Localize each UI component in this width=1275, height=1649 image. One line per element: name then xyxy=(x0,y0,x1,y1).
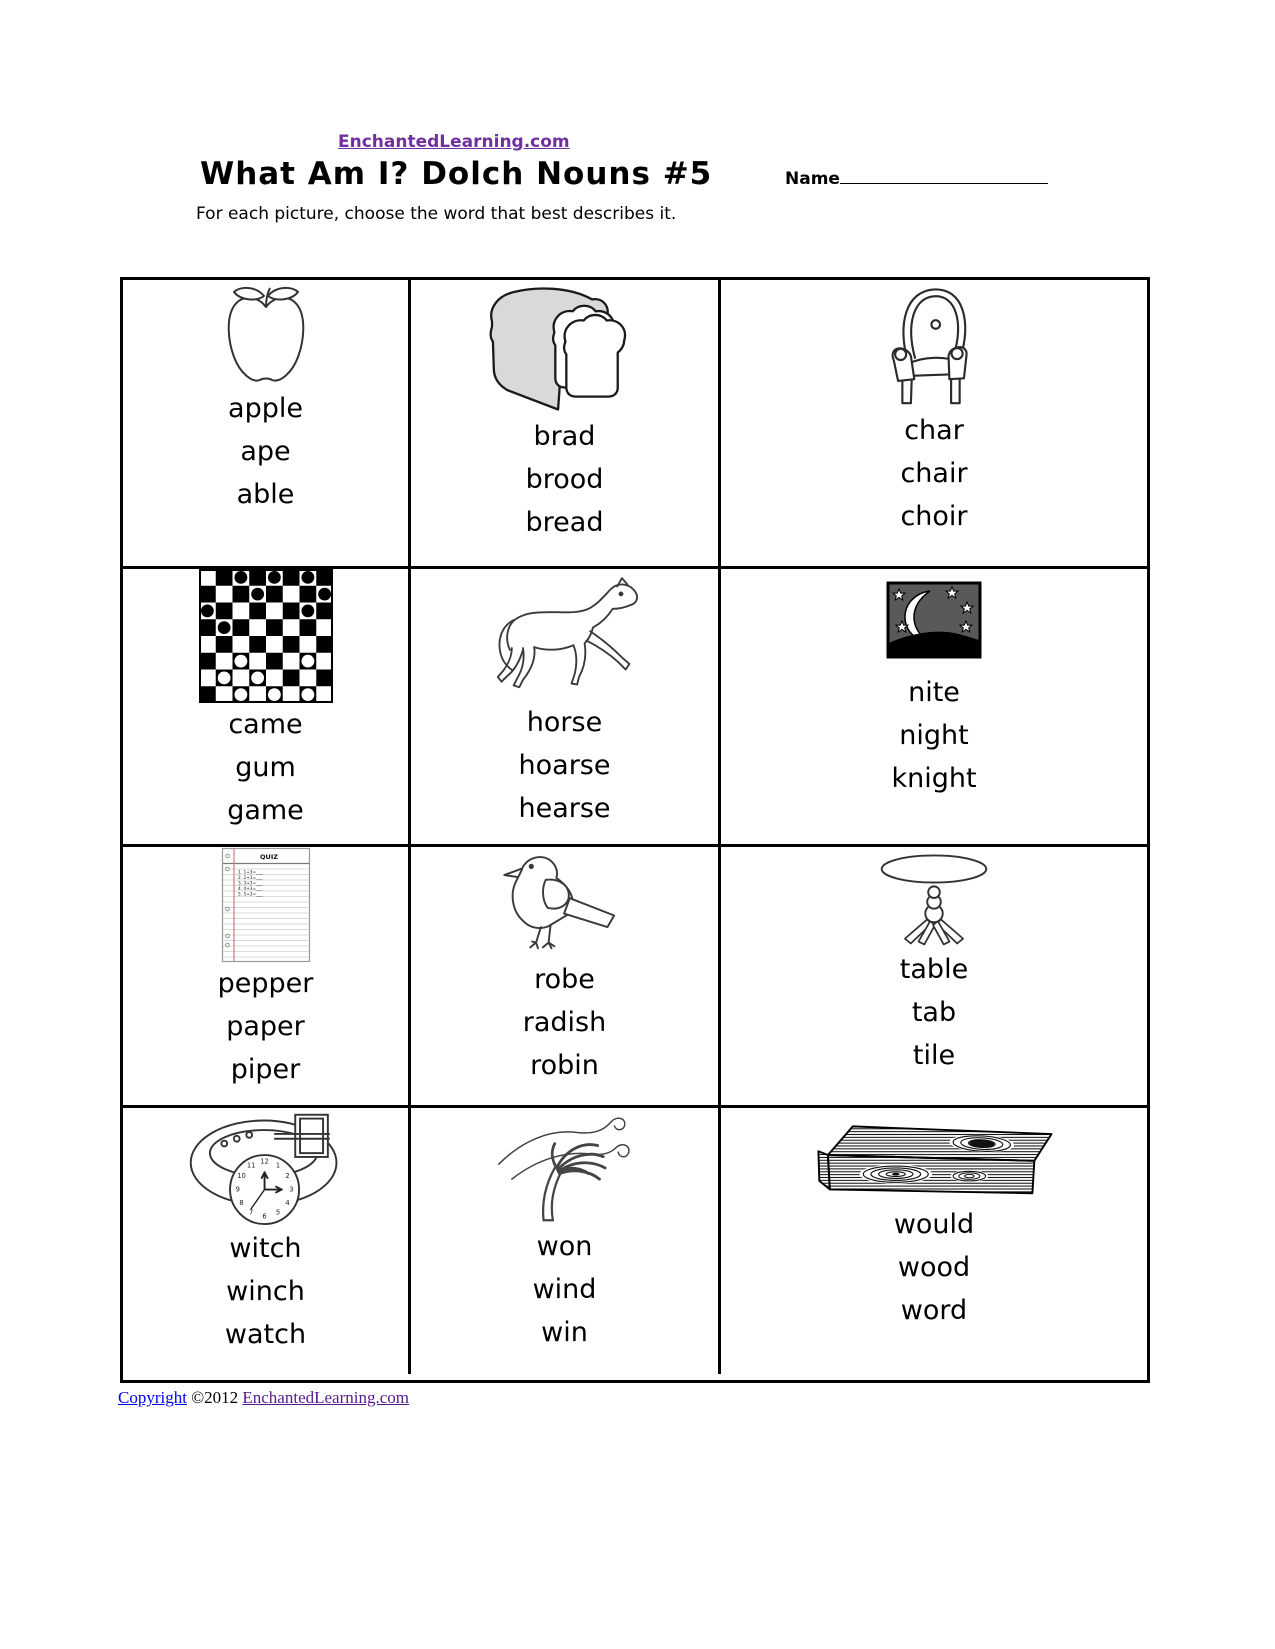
robin-bird-icon xyxy=(492,850,638,956)
apple-icon xyxy=(222,283,310,385)
page-title: What Am I? Dolch Nouns #5 xyxy=(200,156,713,192)
wristwatch-icon xyxy=(182,1109,350,1226)
cell-wind xyxy=(411,1108,721,1374)
word-choice[interactable]: watch xyxy=(224,1319,307,1350)
cell-wood xyxy=(721,1108,1147,1374)
clock-number: 11 xyxy=(246,1161,255,1170)
name-field xyxy=(785,166,1048,189)
word-choice[interactable]: wind xyxy=(532,1274,597,1305)
clock-number: 8 xyxy=(238,1198,244,1207)
cell-apple xyxy=(123,280,411,569)
quiz-item: 1. 1+3=___ xyxy=(237,870,263,875)
clock-number: 4 xyxy=(284,1198,290,1207)
word-choice[interactable]: tab xyxy=(911,997,957,1028)
cell-table xyxy=(721,847,1147,1108)
wind-icon xyxy=(495,1110,635,1224)
word-choice[interactable]: night xyxy=(899,720,969,751)
word-choice[interactable]: wood xyxy=(897,1252,971,1283)
footer-site-link[interactable]: EnchantedLearning.com xyxy=(242,1388,409,1407)
name-label: Name xyxy=(785,169,840,189)
cell-game xyxy=(123,569,411,847)
pedestal-table-icon xyxy=(874,849,994,947)
word-choice[interactable]: witch xyxy=(229,1233,302,1264)
word-choice[interactable]: game xyxy=(227,795,304,826)
clock-number: 7 xyxy=(248,1208,253,1217)
copyright-link[interactable]: Copyright xyxy=(118,1388,187,1407)
word-choice[interactable]: piper xyxy=(230,1054,301,1085)
word-choice[interactable]: bread xyxy=(525,507,604,538)
word-choice[interactable]: hearse xyxy=(518,793,611,824)
word-choice[interactable]: pepper xyxy=(217,968,314,999)
horse-icon xyxy=(481,573,649,697)
armchair-icon xyxy=(874,280,994,410)
clock-number: 10 xyxy=(236,1172,246,1181)
wood-picture xyxy=(805,1108,1063,1203)
wind-picture xyxy=(495,1108,635,1225)
word-choice[interactable]: hoarse xyxy=(518,750,611,781)
watch-picture xyxy=(182,1108,350,1227)
footer-copyright xyxy=(118,1388,409,1408)
quiz-item: 3. 3+3=___ xyxy=(237,881,263,886)
quiz-item: 4. 4+3=___ xyxy=(237,886,263,892)
word-choice[interactable]: choir xyxy=(900,501,968,532)
word-choice[interactable]: robin xyxy=(530,1050,599,1081)
word-choice[interactable]: brood xyxy=(525,464,604,495)
clock-number: 6 xyxy=(261,1212,267,1221)
robin-picture xyxy=(492,847,638,958)
clock-number: 5 xyxy=(275,1208,280,1217)
cell-watch xyxy=(123,1108,411,1374)
word-choice[interactable]: chair xyxy=(900,458,968,489)
checkers-board-icon xyxy=(199,569,333,703)
clock-number: 9 xyxy=(235,1185,240,1194)
word-choice[interactable]: ape xyxy=(240,436,291,467)
word-choice[interactable]: won xyxy=(536,1231,593,1262)
apple-picture xyxy=(222,280,310,387)
cell-chair xyxy=(721,280,1147,569)
clock-number: 12 xyxy=(259,1157,269,1166)
table-picture xyxy=(874,847,994,948)
word-choice[interactable]: paper xyxy=(226,1011,305,1042)
cell-horse xyxy=(411,569,721,847)
cell-bread xyxy=(411,280,721,569)
clock-number: 1 xyxy=(275,1161,280,1170)
night-sky-icon xyxy=(886,581,982,659)
site-header-link[interactable]: EnchantedLearning.com xyxy=(338,132,570,152)
clock-number: 3 xyxy=(288,1185,294,1194)
word-choice[interactable]: brad xyxy=(533,421,596,452)
word-choice[interactable]: tile xyxy=(912,1040,956,1071)
word-choice[interactable]: radish xyxy=(522,1007,607,1038)
instructions-text: For each picture, choose the word that best describes it. xyxy=(196,204,677,224)
quiz-item: 2. 2+3=___ xyxy=(237,875,263,881)
word-choice[interactable]: able xyxy=(236,479,295,510)
night-picture xyxy=(886,569,982,671)
clock-number: 2 xyxy=(284,1172,290,1181)
paper-title-text: QUIZ xyxy=(259,852,278,861)
word-choice[interactable]: apple xyxy=(228,393,303,424)
word-choice[interactable]: word xyxy=(900,1295,968,1326)
cell-night xyxy=(721,569,1147,847)
worksheet-grid xyxy=(120,277,1150,1383)
name-blank-line[interactable] xyxy=(840,166,1048,184)
copyright-year: ©2012 xyxy=(191,1388,239,1407)
word-choice[interactable]: gum xyxy=(235,752,296,783)
bread-icon xyxy=(477,281,652,415)
quiz-paper-icon xyxy=(221,847,311,963)
wood-plank-icon xyxy=(805,1113,1063,1199)
quiz-item: 5. 5+3=___ xyxy=(237,892,263,897)
word-choice[interactable]: nite xyxy=(908,677,960,708)
bread-picture xyxy=(477,280,652,415)
word-choice[interactable]: win xyxy=(541,1317,588,1348)
word-choice[interactable]: came xyxy=(228,709,303,740)
cell-robin xyxy=(411,847,721,1108)
paper-picture xyxy=(221,847,311,962)
word-choice[interactable]: char xyxy=(904,415,964,446)
word-choice[interactable]: winch xyxy=(226,1276,305,1307)
word-choice[interactable]: table xyxy=(899,954,969,985)
horse-picture xyxy=(481,569,649,701)
checkers-picture xyxy=(199,569,333,703)
word-choice[interactable]: horse xyxy=(526,707,603,738)
word-choice[interactable]: would xyxy=(893,1209,975,1240)
word-choice[interactable]: knight xyxy=(891,763,977,794)
word-choice[interactable]: robe xyxy=(534,964,595,995)
cell-paper xyxy=(123,847,411,1108)
chair-picture xyxy=(874,280,994,409)
